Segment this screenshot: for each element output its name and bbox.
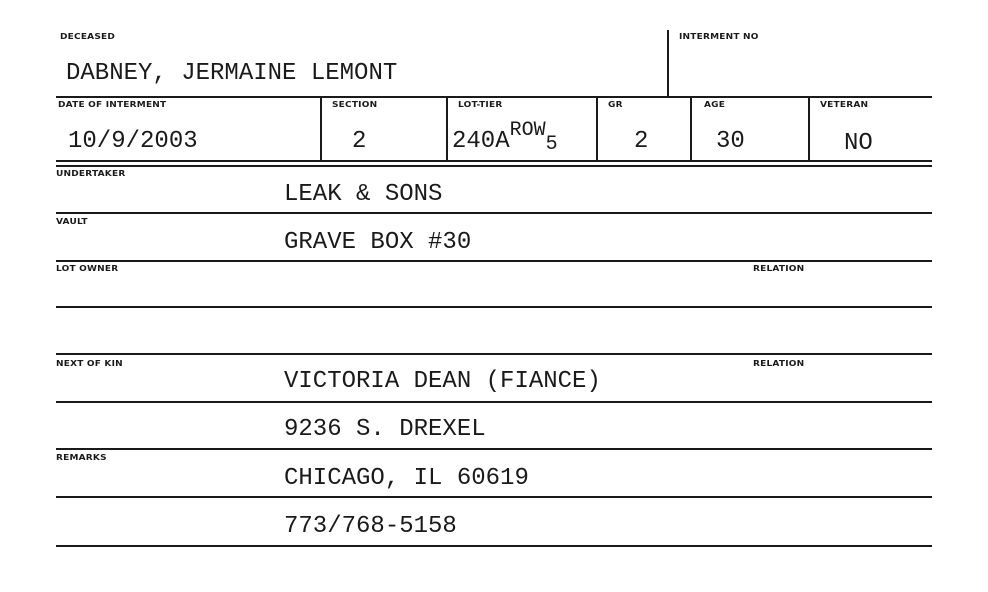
rule-blank <box>56 353 932 355</box>
lot-owner-label: LOT OWNER <box>56 265 119 274</box>
next-of-kin-label: NEXT OF KIN <box>56 360 123 369</box>
rule-undertaker <box>56 212 932 214</box>
date-of-interment-value: 10/9/2003 <box>68 128 198 155</box>
undertaker-value: LEAK & SONS <box>284 181 443 208</box>
rule-lot-owner <box>56 306 932 308</box>
gr-divider <box>596 97 598 161</box>
rule-next-of-kin <box>56 401 932 403</box>
deceased-name: DABNEY, JERMAINE LEMONT <box>66 60 398 87</box>
interment-no-divider <box>667 30 669 97</box>
undertaker-label: UNDERTAKER <box>56 170 126 179</box>
rule-vault <box>56 260 932 262</box>
section-label: SECTION <box>332 101 378 110</box>
lot-value: 240A <box>452 128 510 155</box>
rule-details-1 <box>56 160 932 162</box>
age-value: 30 <box>716 128 745 155</box>
lot-tier-value <box>452 119 558 156</box>
rule-details-2 <box>56 165 932 167</box>
date-of-interment-label: DATE OF INTERMENT <box>58 101 167 110</box>
veteran-label: VETERAN <box>820 101 869 110</box>
interment-no-label: INTERMENT NO <box>679 33 759 42</box>
lot-tier-label: LOT-TIER <box>458 101 503 110</box>
deceased-label: DECEASED <box>60 33 116 42</box>
rule-bottom <box>56 545 932 547</box>
remarks-label: REMARKS <box>56 454 107 463</box>
rule-remarks <box>56 496 932 498</box>
age-divider <box>690 97 692 161</box>
age-label: AGE <box>704 101 726 110</box>
lot-owner-relation-label: RELATION <box>753 265 805 274</box>
veteran-value: NO <box>844 130 873 157</box>
lot-divider <box>446 97 448 161</box>
gr-label: GR <box>608 101 623 110</box>
phone-line: 773/768-5158 <box>284 513 457 540</box>
vault-value: GRAVE BOX #30 <box>284 229 472 256</box>
next-of-kin-value: VICTORIA DEAN (FIANCE) <box>284 368 601 395</box>
city-line: CHICAGO, IL 60619 <box>284 465 529 492</box>
row-label: ROW <box>509 119 546 142</box>
vault-label: VAULT <box>56 218 88 227</box>
section-value: 2 <box>352 128 367 155</box>
row-number: 5 <box>545 133 558 156</box>
section-divider <box>320 97 322 161</box>
rule-address <box>56 448 932 450</box>
gr-value: 2 <box>634 128 649 155</box>
veteran-divider <box>808 97 810 161</box>
rule-header <box>56 96 932 98</box>
address-line: 9236 S. DREXEL <box>284 416 486 443</box>
next-of-kin-relation-label: RELATION <box>753 360 805 369</box>
